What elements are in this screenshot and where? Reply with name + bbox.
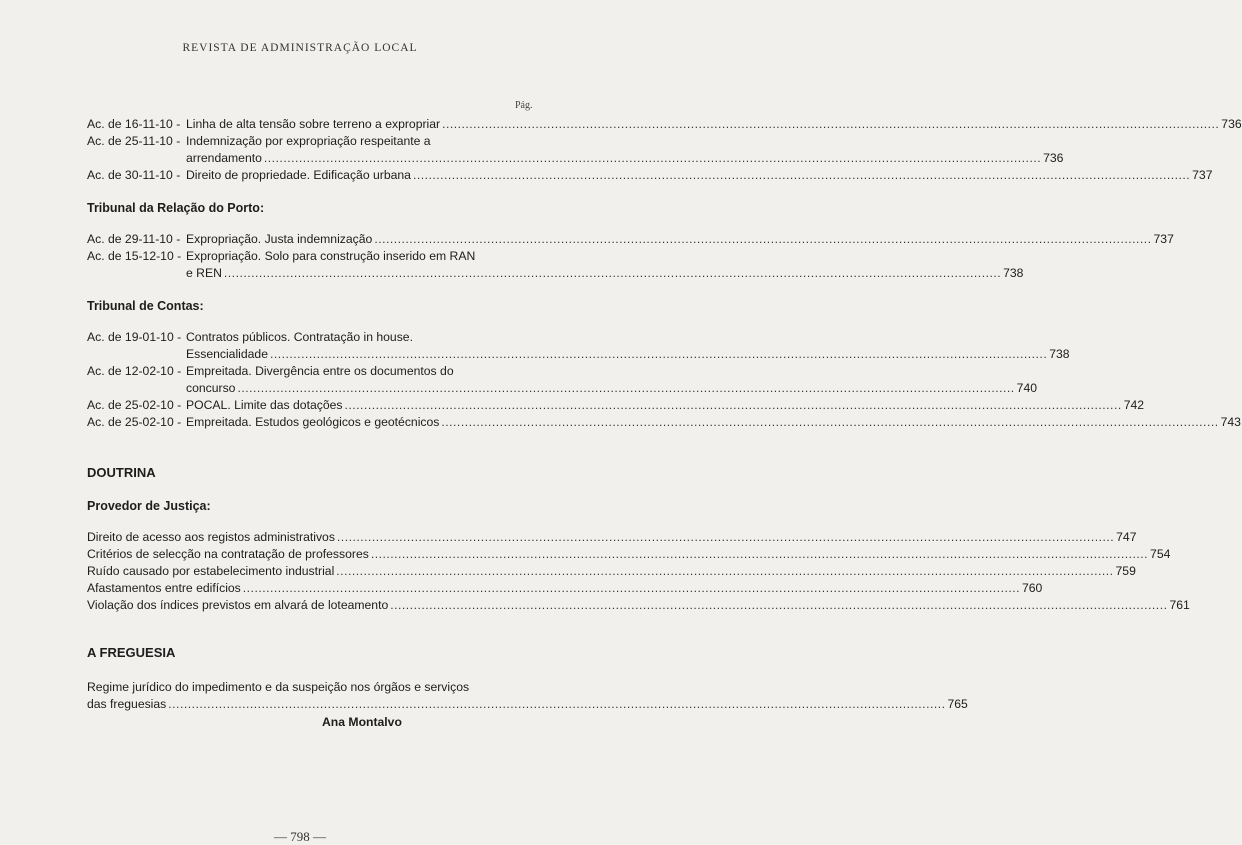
entry-title-continuation: e REN [186, 266, 222, 280]
ruling-date: Ac. de 15-12-10 - [87, 249, 182, 263]
journal-header: REVISTA DE ADMINISTRAÇÃO LOCAL [182, 42, 418, 54]
toc-entry: Ac. de 29-11-10 - Expropriação. Justa indemnização ........................................................................................................................................................................................................ 737 [87, 232, 1174, 246]
ruling-date: Ac. de 25-11-10 - [87, 134, 181, 148]
entry-title: Violação dos índices previstos em alvará de loteamento [87, 598, 389, 612]
entry-page: 743 [1220, 415, 1241, 429]
entry-page: 761 [1169, 598, 1190, 612]
group-jurisprudence [87, 116, 1242, 184]
entry-title: Afastamentos entre edifícios [87, 581, 241, 595]
entry-page: 736 [1221, 117, 1242, 131]
author-name: Ana Montalvo [322, 715, 402, 729]
entry-title: Expropriação. Solo para construção inserido em RAN [186, 249, 476, 263]
entry-page: 760 [1022, 581, 1043, 595]
entry-page: 759 [1115, 564, 1136, 578]
entry-title-continuation: das freguesias [87, 697, 167, 711]
toc-entry: Ac. de 16-11-10 - Linha de alta tensão sobre terreno a expropriar ........................................................................................................................................................................................................ 736 [87, 117, 1242, 131]
section-heading-doutrina: DOUTRINA [87, 465, 156, 480]
ruling-date: Ac. de 30-11-10 - [87, 168, 181, 182]
ruling-date: Ac. de 16-11-10 - [87, 117, 181, 131]
entry-page: 754 [1150, 547, 1171, 561]
toc-entry: Afastamentos entre edifícios ........................................................................................................................................................................................................ 760 [87, 581, 1043, 595]
entry-page: 738 [1003, 266, 1024, 280]
toc-entry: Regime jurídico do impedimento e da suspeição nos órgãos e serviços das freguesias ........................................................................................................................................................................................................ 765 [87, 680, 968, 711]
ruling-date: Ac. de 25-02-10 - [87, 415, 182, 429]
entry-page: 742 [1123, 398, 1145, 412]
entry-title: Critérios de selecção na contratação de professores [87, 547, 369, 561]
toc-entry: Ac. de 25-02-10 - Empreitada. Estudos geológicos e geotécnicos ........................................................................................................................................................................................................ 743 [87, 415, 1241, 429]
toc-entry: Ac. de 30-11-10 - Direito de propriedade. Edificação urbana ........................................................................................................................................................................................................ 737 [87, 168, 1213, 182]
entry-title: Regime jurídico do impedimento e da suspeição nos órgãos e serviços [87, 680, 470, 694]
entry-page: 737 [1192, 168, 1213, 182]
toc-entry: Ac. de 25-11-10 - Indemnização por expropriação respeitante a arrendamento ........................................................................................................................................................................................................ 736 [87, 134, 1064, 165]
toc-entry: Ac. de 19-01-10 - Contratos públicos. Contratação in house. Essencialidade ........................................................................................................................................................................................................ 738 [87, 330, 1070, 361]
entry-title: Indemnização por expropriação respeitante a [186, 134, 431, 148]
ruling-date: Ac. de 12-02-10 - [87, 364, 182, 378]
entry-title: Ruído causado por estabelecimento industrial [87, 564, 335, 578]
section-heading-freguesia: A FREGUESIA [87, 645, 176, 660]
ruling-date: Ac. de 25-02-10 - [87, 398, 182, 412]
table-of-contents [87, 116, 1242, 729]
page-column-label: Pág. [515, 100, 533, 111]
toc-entry: Ac. de 25-02-10 - POCAL. Limite das dotações ........................................................................................................................................................................................................ 742 [87, 398, 1145, 412]
toc-entry: Critérios de selecção na contratação de professores ........................................................................................................................................................................................................ 754 [87, 547, 1171, 561]
subsection-heading-provedor: Provedor de Justiça: [87, 499, 211, 513]
entry-title: Direito de acesso aos registos administrativos [87, 530, 335, 544]
toc-entry: Violação dos índices previstos em alvará de loteamento ........................................................................................................................................................................................................ 761 [87, 598, 1190, 612]
group-porto [87, 231, 1174, 282]
entry-title: Direito de propriedade. Edificação urbana [186, 168, 411, 182]
entry-page: 736 [1043, 151, 1064, 165]
group-contas [87, 329, 1241, 431]
ruling-date: Ac. de 29-11-10 - [87, 232, 181, 246]
ruling-date: Ac. de 19-01-10 - [87, 330, 182, 344]
section-heading-contas: Tribunal de Contas: [87, 299, 204, 313]
toc-entry: Ac. de 12-02-10 - Empreitada. Divergência entre os documentos do concurso ........................................................................................................................................................................................................ 740 [87, 364, 1038, 395]
group-freguesia [87, 679, 968, 729]
entry-title-continuation: arrendamento [186, 151, 262, 165]
entry-title: Contratos públicos. Contratação in house. [186, 330, 413, 344]
entry-title: POCAL. Limite das dotações [186, 398, 343, 412]
entry-title: Empreitada. Divergência entre os documentos do [186, 364, 454, 378]
toc-entry: Ruído causado por estabelecimento industrial ........................................................................................................................................................................................................ 759 [87, 564, 1136, 578]
entry-title: Linha de alta tensão sobre terreno a expropriar [186, 117, 441, 131]
entry-page: 738 [1049, 347, 1070, 361]
entry-page: 747 [1116, 530, 1137, 544]
entry-title: Expropriação. Justa indemnização [186, 232, 373, 246]
entry-title-continuation: concurso [186, 381, 236, 395]
section-heading-porto: Tribunal da Relação do Porto: [87, 201, 265, 215]
entry-page: 740 [1016, 381, 1038, 395]
toc-entry: Direito de acesso aos registos administrativos ........................................................................................................................................................................................................ 747 [87, 530, 1137, 544]
group-provedor [87, 529, 1190, 614]
entry-title: Empreitada. Estudos geológicos e geotécnicos [186, 415, 440, 429]
page-number: — 798 — [274, 829, 326, 844]
entry-page: 737 [1153, 232, 1174, 246]
toc-entry: Ac. de 15-12-10 - Expropriação. Solo para construção inserido em RAN e REN ........................................................................................................................................................................................................ 738 [87, 249, 1024, 280]
entry-title-continuation: Essencialidade [186, 347, 268, 361]
entry-page: 765 [947, 697, 968, 711]
